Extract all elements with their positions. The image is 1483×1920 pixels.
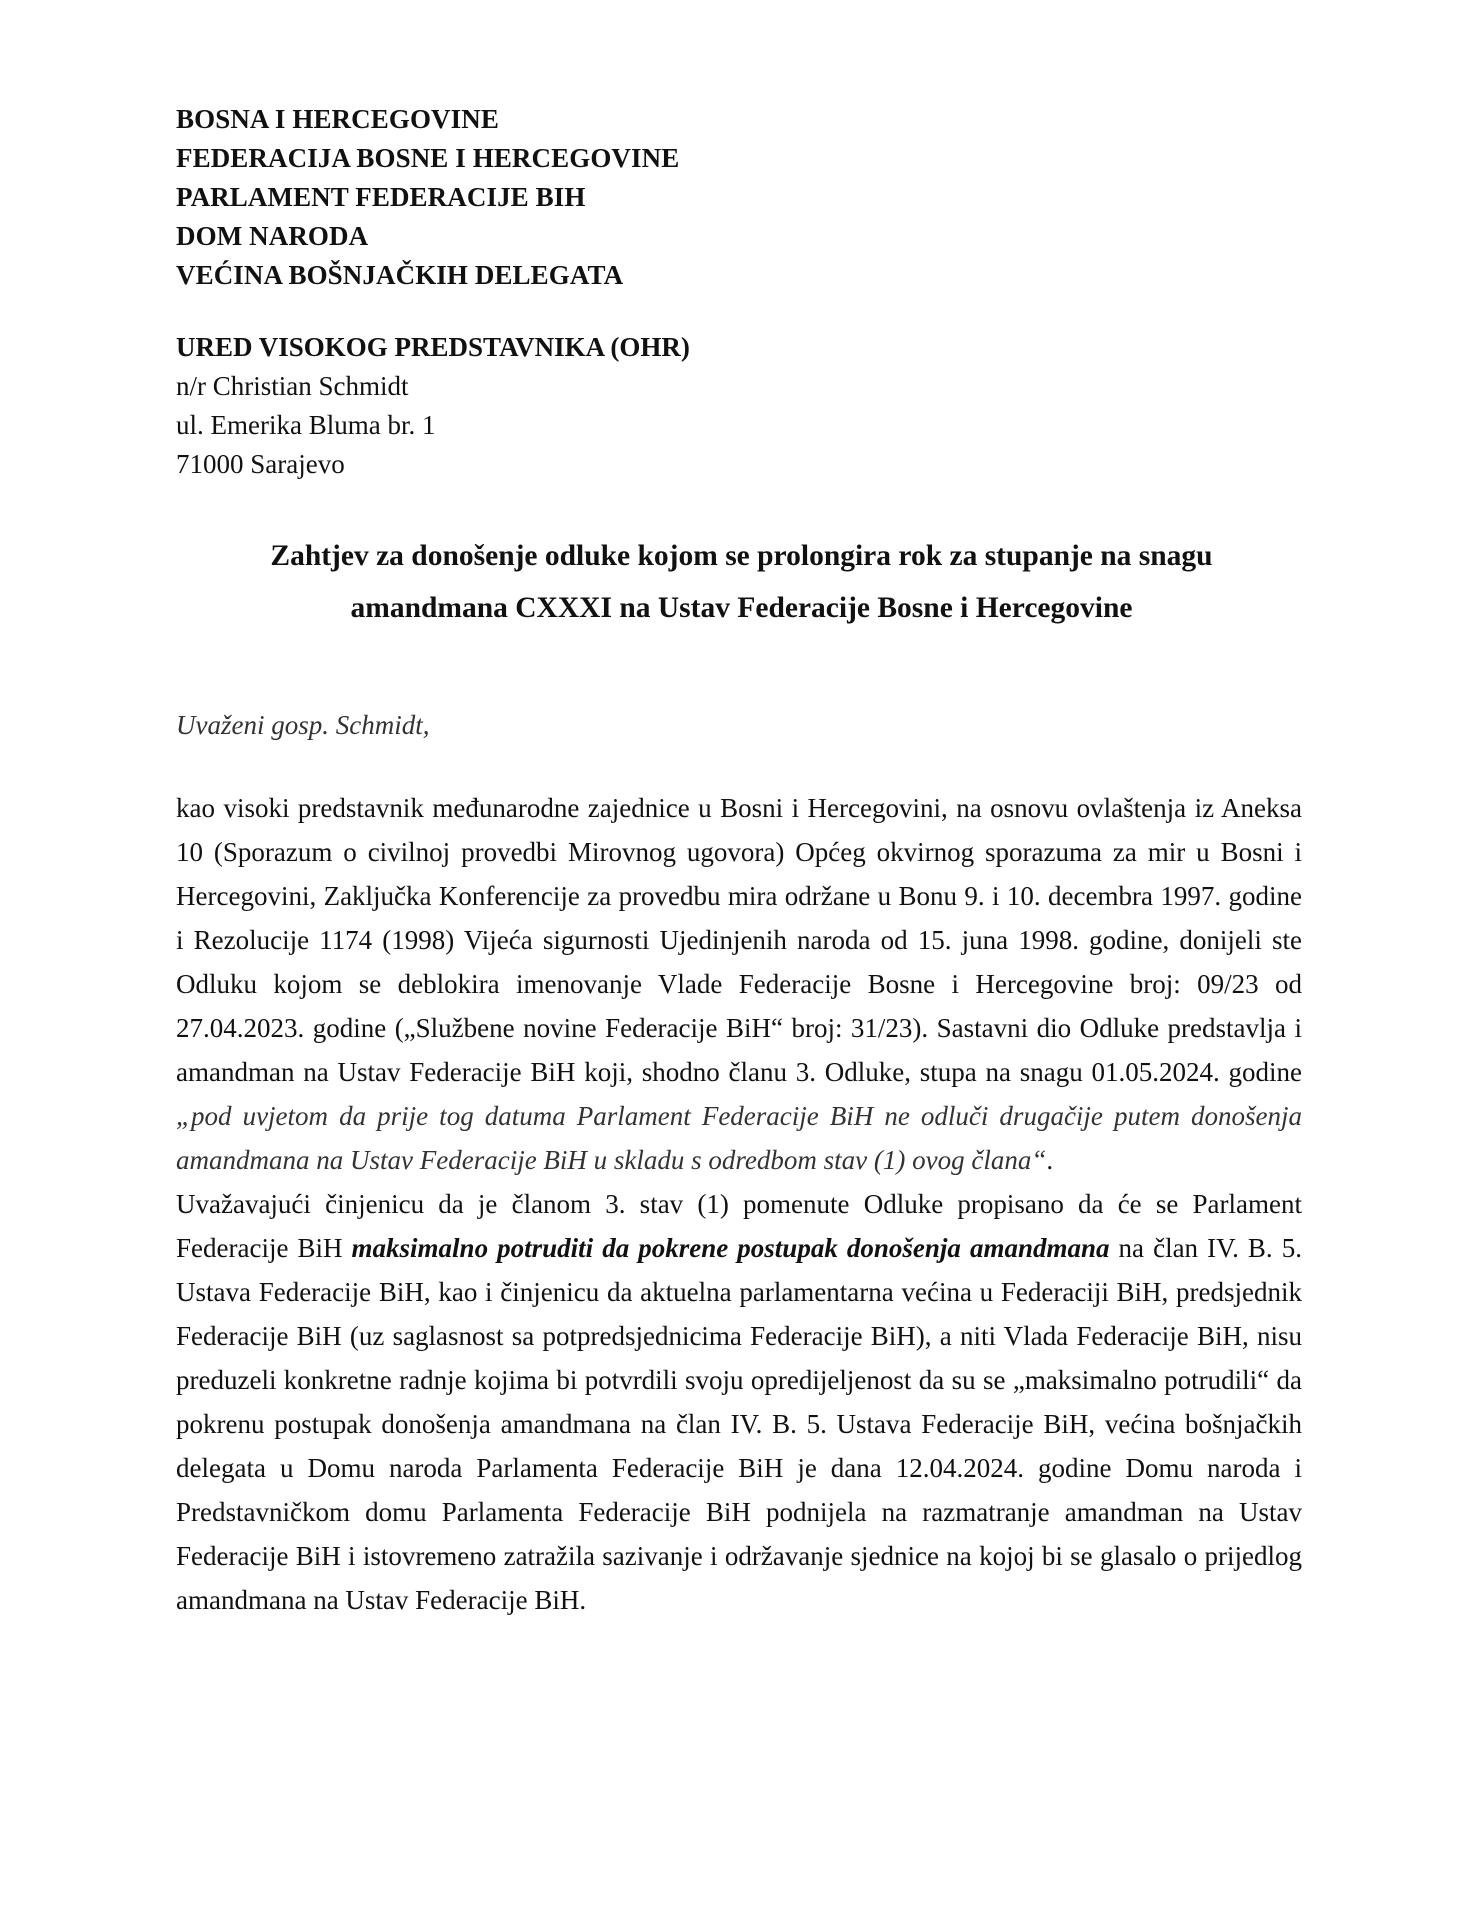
sender-line-house: DOM NARODA [176,221,369,251]
paragraph-1-quote: „pod uvjetom da prije tog datuma Parlament Federacije BiH ne odluči drugačije putem donošenja amandmana na Ustav Federacije BiH u skladu s odredbom stav (1) ovog člana“ [176,1101,1302,1175]
paragraph-2-emphasis: maksimalno potruditi da pokrene postupak donošenja amandmana [351,1233,1110,1263]
paragraph-2-start: Uvažavajući činjenicu da je članom 3. stav (1) pomenute Odluke propisano da će se Parlament Federacije BiH [176,1189,1302,1263]
paragraph-1-text: kao visoki predstavnik međunarodne zajednice u Bosni i Hercegovini, na osnovu ovlaštenja iz Aneksa 10 (Sporazum o civilnoj provedbi Mirovnog ugovora) Općeg okvirnog sporazuma za mir u Bosni i Hercegovini, Zaključka Konferencije za provedbu mira održane u Bonu 9. i 10. decembra 1997. godine i Rezolucije 1174 (1998) Vijeća sigurnosti Ujedinjenih naroda od 15. juna 1998. godine, donijeli ste Odluku kojom se deblokira imenovanje Vlade Federacije Bosne i Hercegovine broj: 09/23 od 27.04.2023. godine („Službene novine Federacije BiH“ broj: 31/23). Sastavni dio Odluke predstavlja i amandman na Ustav Federacije BiH koji, shodno članu 3. Odluke, stupa na snagu 01.05.2024. godine [176,793,1302,1087]
sender-line-country: BOSNA I HERCEGOVINE [176,104,499,134]
recipient-street: ul. Emerika Bluma br. 1 [176,410,436,440]
recipient-city: 71000 Sarajevo [176,449,345,479]
recipient-name: URED VISOKOG PREDSTAVNIKA (OHR) [176,332,690,362]
paragraph-2-rest: na član IV. B. 5. Ustava Federacije BiH, kao i činjenicu da aktuelna parlamentarna većina u Federaciji BiH, predsjednik Federacije BiH (uz saglasnost sa potpredsjednicima Federacije BiH), a niti Vlada Federacije BiH, nisu preduzeli konkretne radnje kojima bi potvrdili svoju opredijeljenost da su se „maksimalno potrudili“ da pokrenu postupak donošenja amandmana na član IV. B. 5. Ustava Federacije BiH, većina bošnjačkih delegata u Domu naroda Parlamenta Federacije BiH je dana 12.04.2024. godine Domu naroda i Predstavničkom domu Parlamenta Federacije BiH podnijela na razmatranje amandman na Ustav Federacije BiH i istovremeno zatražila sazivanje i održavanje sjednice na kojoj bi se glasalo o prijedlog amandmana na Ustav Federacije BiH. [176,1233,1302,1615]
title-line-2: amandmana CXXXI na Ustav Federacije Bosne i Hercegovine [350,592,1133,624]
sender-block [176,100,679,295]
body-paragraph-1 [176,786,1302,1182]
document-title [150,530,1333,634]
sender-line-federation: FEDERACIJA BOSNE I HERCEGOVINE [176,143,680,173]
salutation: Uvaženi gosp. Schmidt, [176,710,430,740]
sender-line-parliament: PARLAMENT FEDERACIJE BIH [176,182,586,212]
body-paragraph-2 [176,1182,1302,1622]
recipient-attention: n/r Christian Schmidt [176,371,409,401]
letter-body [176,786,1302,1622]
paragraph-1-end: . [1046,1145,1054,1175]
title-line-1: Zahtjev za donošenje odluke kojom se prolongira rok za stupanje na snagu [270,540,1213,572]
sender-line-delegates: VEĆINA BOŠNJAČKIH DELEGATA [176,260,624,290]
recipient-block [176,328,690,484]
